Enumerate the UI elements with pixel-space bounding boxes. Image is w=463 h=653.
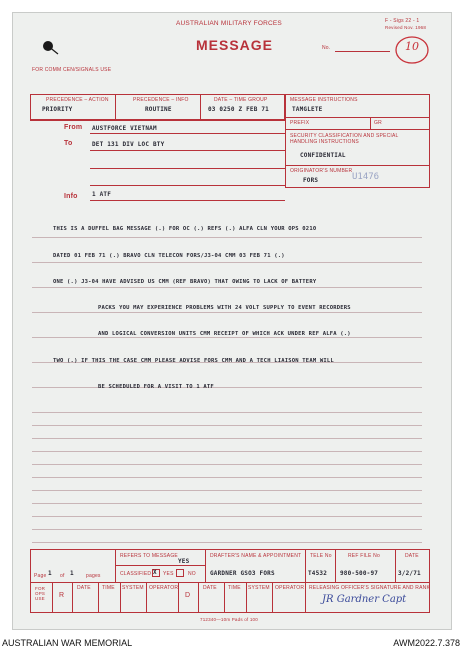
security-classification: CONFIDENTIAL <box>300 152 346 159</box>
page-number: 1 <box>48 570 52 577</box>
comm-cen-label: FOR COMM CEN/SIGNALS USE <box>32 67 112 73</box>
pages-label: pages <box>86 573 101 579</box>
date-label: DATE <box>405 553 419 559</box>
info-address: 1 ATF <box>92 191 112 198</box>
originator-label: ORIGINATOR'S NUMBER <box>290 168 353 174</box>
message-number: 10 <box>405 40 419 53</box>
body-line-1: THIS IS A DUFFEL BAG MESSAGE (.) FOR OC (.) REFS (.) ALFA CLN YOUR OPS 0210 <box>53 226 317 232</box>
page-label: Page <box>34 573 47 579</box>
col-system-1: SYSTEM <box>122 585 144 591</box>
body-line-2: DATED 01 FEB 71 (.) BRAVO CLN TELECON FORS/J3-04 CMM 03 FEB 71 (.) <box>53 253 285 259</box>
col-date-2: DATE <box>203 585 217 591</box>
precedence-info: ROUTINE <box>145 106 172 113</box>
form-id: F - Sigs 22 - 1 <box>385 18 420 24</box>
info-label: Info <box>64 193 78 200</box>
originator-number: FORS <box>303 177 319 184</box>
gr-label: GR <box>374 120 382 126</box>
message-instructions: TAMGLETE <box>292 106 323 113</box>
message-no-line <box>335 51 390 52</box>
page-count: 1 <box>70 570 74 577</box>
footer-right: AWM2022.7.378 <box>393 638 460 648</box>
classified-label: CLASSIFIED <box>120 571 152 577</box>
ref-file-label: REF FILE No <box>348 553 380 559</box>
of-label: of <box>60 573 65 579</box>
classified-yes: YES <box>163 571 174 577</box>
precedence-info-label: PRECEDENCE – INFO <box>133 97 189 103</box>
punch-hole-mark <box>40 38 62 60</box>
originator-stamp: U1476 <box>352 172 380 182</box>
col-operator-1: OPERATOR <box>149 585 179 591</box>
body-line-7: BE SCHEDULED FOR A VISIT TO 1 ATF <box>98 384 214 390</box>
form-title: MESSAGE <box>196 37 274 53</box>
body-line-6: TWO (.) IF THIS THE CASE CMM PLEASE ADVISE FORS CMM AND A TECH LIAISON TEAM WILL <box>53 358 334 364</box>
col-date-1: DATE <box>77 585 91 591</box>
precedence-action-label: PRECEDENCE – ACTION <box>46 97 109 103</box>
refers-label: REFERS TO MESSAGE <box>120 553 178 559</box>
for-ops-use-label: FOR OPS USE <box>35 586 46 601</box>
col-operator-2: OPERATOR <box>275 585 305 591</box>
precedence-action: PRIORITY <box>42 106 73 113</box>
date-time-group: 03 0250 Z FEB 71 <box>208 106 269 113</box>
footer-left: AUSTRALIAN WAR MEMORIAL <box>2 638 133 648</box>
body-line-4: PACKS YOU MAY EXPERIENCE PROBLEMS WITH 24 VOLT SUPPLY TO EVENT RECORDERS <box>98 305 351 311</box>
prefix-label: PREFIX <box>290 120 310 126</box>
tele-label: TELE No <box>310 553 332 559</box>
col-time-2: TIME <box>228 585 241 591</box>
revised-date: Revised Nov. 1968 <box>385 25 427 30</box>
body-line-3: ONE (.) J3-04 HAVE ADVISED US CMM (REF BRAVO) THAT OWING TO LACK OF BATTERY <box>53 279 317 285</box>
to-label: To <box>64 140 73 147</box>
col-system-2: SYSTEM <box>248 585 270 591</box>
from-address: AUSTFORCE VIETNAM <box>92 125 157 132</box>
classified-no: NO <box>188 571 196 577</box>
dtg-label: DATE – TIME GROUP <box>214 97 268 103</box>
r-label: R <box>59 592 65 599</box>
refers-value: YES <box>178 558 190 565</box>
drafter-label: DRAFTER'S NAME & APPOINTMENT <box>210 553 302 559</box>
printer-line: 712340—10m Pads of 100 <box>200 617 258 622</box>
body-line-5: AND LOGICAL CONVERSION UNITS CMM RECEIPT OF WHICH ACK UNDER REF ALFA (.) <box>98 331 351 337</box>
d-label: D <box>185 592 191 599</box>
tele-number: T4532 <box>308 570 328 577</box>
releasing-signature: JR Gardner Capt <box>322 594 407 605</box>
ref-file-number: 980-500-97 <box>340 570 379 577</box>
date-value: 3/2/71 <box>398 570 421 577</box>
releasing-label: RELEASING OFFICER'S SIGNATURE AND RANK <box>309 585 430 591</box>
security-label: SECURITY CLASSIFICATION AND SPECIAL HANDLING INSTRUCTIONS <box>290 133 399 145</box>
org-title: AUSTRALIAN MILITARY FORCES <box>176 20 282 27</box>
col-time-1: TIME <box>102 585 115 591</box>
classified-mark: X <box>153 569 157 576</box>
to-address: DET 131 DIV LOC BTY <box>92 141 165 148</box>
message-no-label: No. <box>322 45 331 51</box>
from-label: From <box>64 124 83 131</box>
instructions-label: MESSAGE INSTRUCTIONS <box>290 97 358 103</box>
drafter-name: GARDNER GSO3 FORS <box>210 570 275 577</box>
